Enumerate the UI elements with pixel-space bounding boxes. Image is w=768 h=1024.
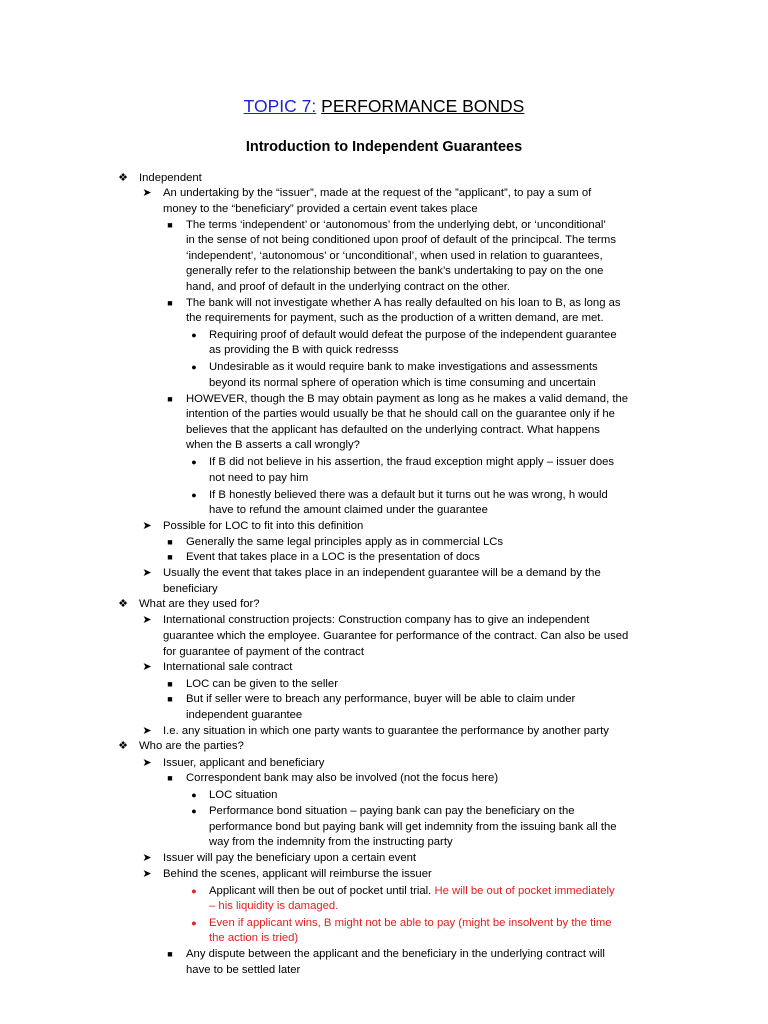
outline-line [186, 264, 603, 280]
line-text: the action is tried) [209, 932, 299, 944]
dot-bullet-icon: ● [191, 457, 197, 467]
outline-line [186, 249, 603, 265]
topic-name: PERFORMANCE BONDS [321, 96, 525, 116]
line-text: I.e. any situation in which one party wants to guarantee the performance by another party [163, 725, 609, 737]
line-text: LOC can be given to the seller [186, 678, 338, 690]
outline-line [186, 550, 480, 566]
square-bullet-icon: ■ [167, 949, 173, 959]
outline-line [139, 597, 260, 613]
square-bullet-icon: ■ [167, 679, 173, 689]
section-heading: Introduction to Independent Guarantees [245, 139, 523, 155]
dot-bullet-icon: ● [191, 886, 197, 896]
arrow-bullet-icon: ➤ [142, 661, 152, 673]
outline-line [209, 503, 488, 519]
outline-line [163, 613, 589, 629]
outline-line [186, 771, 498, 787]
line-text: the requirements for payment, such as the production of a written demand, are met. [186, 312, 604, 324]
line-text: for guarantee of payment of the contract [163, 646, 364, 658]
line-text: beneficiary [163, 583, 218, 595]
outline-line [163, 186, 591, 202]
line-text: Who are the parties? [139, 740, 244, 752]
line-text: have to be settled later [186, 964, 301, 976]
outline-line [163, 629, 628, 645]
topic-label: TOPIC 7: [243, 96, 317, 116]
dot-bullet-icon: ● [191, 918, 197, 928]
line-text: International construction projects: Construction company has to give an independent [163, 614, 590, 626]
line-text: – his liquidity is damaged. [209, 900, 339, 912]
outline-line [186, 233, 616, 249]
outline-line [163, 724, 609, 740]
line-text: as providing the B with quick redresss [209, 344, 399, 356]
line-text: Behind the scenes, applicant will reimburse the issuer [163, 868, 432, 880]
outline-line [186, 708, 302, 724]
line-text: The terms ‘independent’ or ‘autonomous’ from the underlying debt, or ‘unconditional’ [186, 219, 606, 231]
line-text: Correspondent bank may also be involved (not the focus here) [186, 772, 499, 784]
line-text: independent guarantee [186, 709, 303, 721]
line-text: Independent [139, 172, 202, 184]
dot-bullet-icon: ● [191, 330, 197, 340]
outline-line [163, 202, 478, 218]
line-text: Performance bond situation – paying bank can pay the beneficiary on the [209, 805, 575, 817]
outline-line [163, 660, 292, 676]
outline-line [209, 820, 617, 836]
outline-line [186, 947, 605, 963]
outline-line [209, 931, 298, 947]
outline-line [163, 756, 324, 772]
outline-line [163, 582, 218, 598]
line-text: Event that takes place in a LOC is the presentation of docs [186, 551, 480, 563]
outline-line [209, 884, 615, 900]
line-text: performance bond but paying bank will get indemnity from the issuing bank all the [209, 821, 617, 833]
arrow-bullet-icon: ➤ [142, 852, 152, 864]
outline-line [186, 692, 575, 708]
outline-line [186, 296, 621, 312]
line-text: when the B asserts a call wrongly? [186, 439, 360, 451]
dot-bullet-icon: ● [191, 806, 197, 816]
outline-line [186, 677, 338, 693]
outline-line [209, 488, 608, 504]
arrow-bullet-icon: ➤ [142, 187, 152, 199]
outline-line [139, 739, 244, 755]
line-text: Possible for LOC to fit into this definition [163, 520, 364, 532]
outline-line [163, 645, 364, 661]
line-text: International sale contract [163, 661, 293, 673]
line-text: But if seller were to breach any performance, buyer will be able to claim under [186, 693, 576, 705]
line-text: guarantee which the employee. Guarantee for performance of the contract. Can also be used [163, 630, 629, 642]
diamond-bullet-icon: ❖ [118, 598, 128, 610]
outline-line [209, 328, 617, 344]
outline-line [209, 343, 399, 359]
outline-line [186, 392, 628, 408]
outline-line [209, 804, 575, 820]
outline-line [209, 835, 453, 851]
outline-line [186, 280, 510, 296]
line-text: way from the indemnity from the instructing party [209, 836, 453, 848]
line-text: have to refund the amount claimed under the guarantee [209, 504, 488, 516]
line-text: Generally the same legal principles apply as in commercial LCs [186, 536, 504, 548]
outline-line [163, 519, 363, 535]
dot-bullet-icon: ● [191, 790, 197, 800]
outline-line [186, 311, 604, 327]
arrow-bullet-icon: ➤ [142, 614, 152, 626]
line-text: Issuer, applicant and beneficiary [163, 757, 325, 769]
line-text: If B honestly believed there was a default but it turns out he was wrong, h would [209, 489, 608, 501]
diamond-bullet-icon: ❖ [118, 172, 128, 184]
line-text: Any dispute between the applicant and the beneficiary in the underlying contract will [186, 948, 605, 960]
line-text: money to the “beneficiary” provided a certain event takes place [163, 203, 478, 215]
line-text: Undesirable as it would require bank to make investigations and assessments [209, 361, 598, 373]
outline-line [209, 788, 277, 804]
outline-line [163, 851, 416, 867]
square-bullet-icon: ■ [167, 773, 173, 783]
arrow-bullet-icon: ➤ [142, 520, 152, 532]
line-text: Usually the event that takes place in an independent guarantee will be a demand by the [163, 567, 601, 579]
line-text: Requiring proof of default would defeat the purpose of the independent guarantee [209, 329, 617, 341]
arrow-bullet-icon: ➤ [142, 757, 152, 769]
square-bullet-icon: ■ [167, 220, 173, 230]
line-text: If B did not believe in his assertion, the fraud exception might apply – issuer does [209, 456, 615, 468]
outline-line [186, 218, 606, 234]
square-bullet-icon: ■ [167, 552, 173, 562]
outline-line [186, 535, 503, 551]
outline-line [209, 916, 612, 932]
line-text: intention of the parties would usually be that he should call on the guarantee only if he [186, 408, 615, 420]
page-title [0, 94, 768, 118]
line-text: not need to pay him [209, 472, 309, 484]
outline-line [163, 867, 432, 883]
line-text: LOC situation [209, 789, 278, 801]
line-text: The bank will not investigate whether A has really defaulted on his loan to B, as long as [186, 297, 621, 309]
dot-bullet-icon: ● [191, 490, 197, 500]
outline-line [139, 171, 202, 187]
square-bullet-icon: ■ [167, 394, 173, 404]
arrow-bullet-icon: ➤ [142, 725, 152, 737]
arrow-bullet-icon: ➤ [142, 868, 152, 880]
line-text: HOWEVER, though the B may obtain payment as long as he makes a valid demand, the [186, 393, 629, 405]
line-text: Issuer will pay the beneficiary upon a certain event [163, 852, 417, 864]
line-text: believes that the applicant has defaulted on the underlying contract. What happens [186, 424, 600, 436]
line-text: Even if applicant wins, B might not be able to pay (might be insolvent by the time [209, 917, 612, 929]
outline-line [209, 899, 338, 915]
outline-line [186, 407, 615, 423]
square-bullet-icon: ■ [167, 694, 173, 704]
outline-line [209, 455, 614, 471]
diamond-bullet-icon: ❖ [118, 740, 128, 752]
line-text: hand, and proof of default in the underlying contract on the other. [186, 281, 511, 293]
outline-line [186, 963, 300, 979]
square-bullet-icon: ■ [167, 537, 173, 547]
dot-bullet-icon: ● [191, 362, 197, 372]
line-text: beyond its normal sphere of operation which is time consuming and uncertain [209, 377, 596, 389]
line-text: An undertaking by the “issuer”, made at the request of the ”applicant”, to pay a sum of [163, 187, 592, 199]
highlighted-text: He will be out of pocket immediately [434, 885, 615, 897]
outline-line [186, 438, 360, 454]
outline-line [209, 360, 598, 376]
outline-line [209, 471, 308, 487]
arrow-bullet-icon: ➤ [142, 567, 152, 579]
outline-line [209, 376, 596, 392]
outline-line [163, 566, 601, 582]
line-text: ‘independent’, ‘autonomous’ or ‘unconditional’, when used in relation to guarantees, [186, 250, 603, 262]
line-text: generally refer to the relationship between the bank’s undertaking to pay on the one [186, 265, 604, 277]
line-text: Applicant will then be out of pocket until trial. [209, 885, 435, 897]
line-text: in the sense of not being conditioned upon proof of default of the principcal. The terms [186, 234, 616, 246]
square-bullet-icon: ■ [167, 298, 173, 308]
outline-line [186, 423, 600, 439]
line-text: What are they used for? [139, 598, 260, 610]
